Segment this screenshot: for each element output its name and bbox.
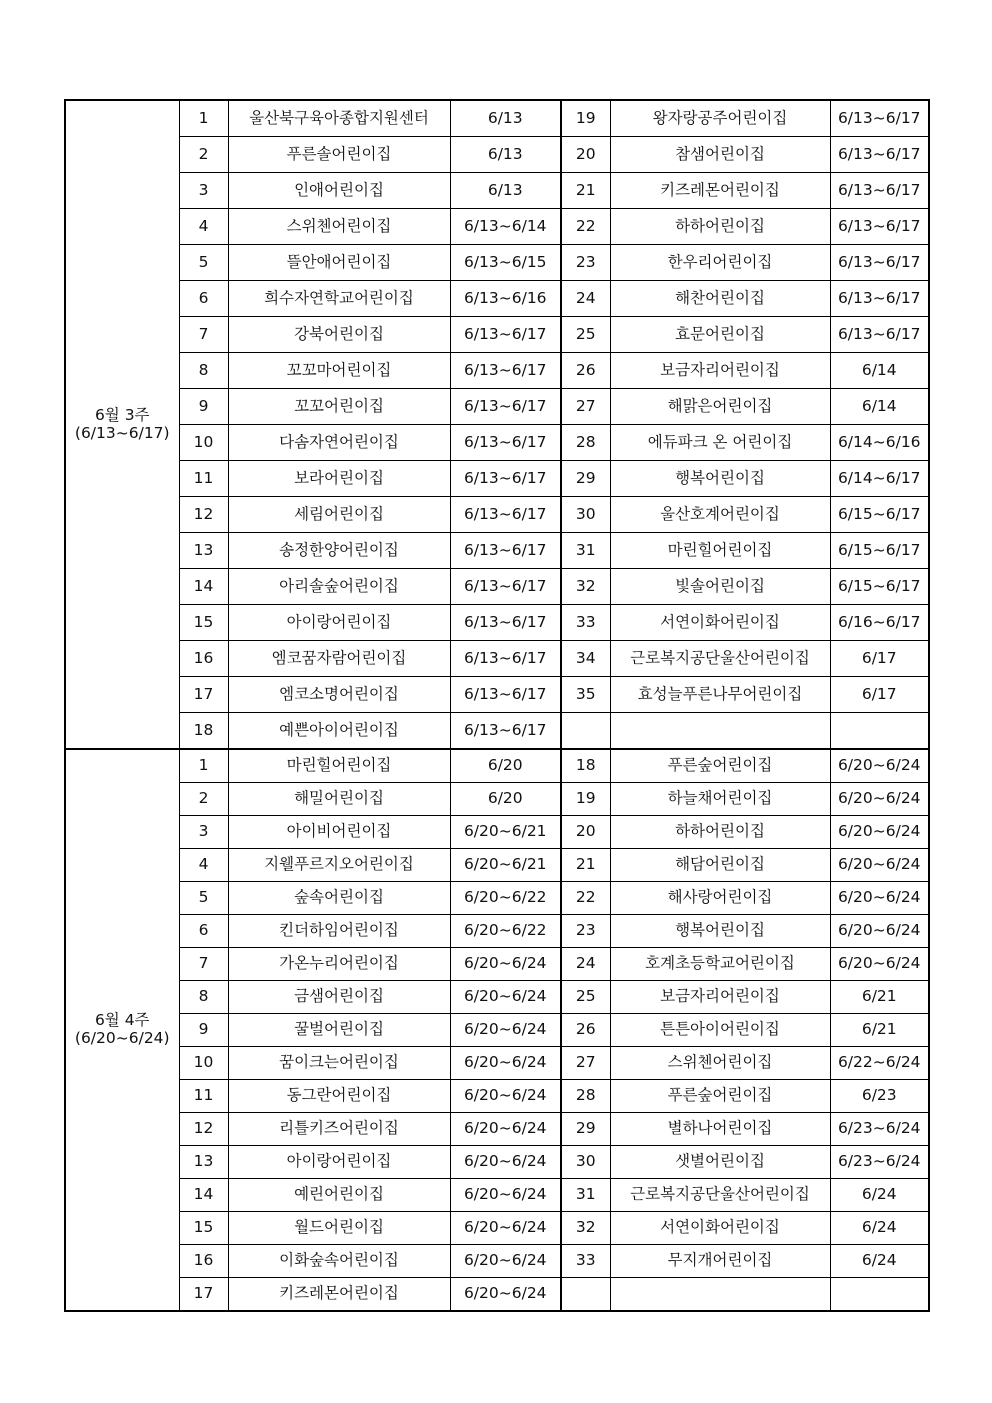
right-date-cell: 6/20~6/24 xyxy=(830,849,929,882)
left-number-cell: 3 xyxy=(179,816,228,849)
left-center-name-cell: 꼬꼬마어린이집 xyxy=(228,353,450,389)
right-date-cell: 6/21 xyxy=(830,981,929,1014)
left-date-cell: 6/13~6/17 xyxy=(450,461,561,497)
right-center-name-cell: 하하어린이집 xyxy=(610,209,830,245)
right-date-cell: 6/23 xyxy=(830,1080,929,1113)
left-number-cell: 4 xyxy=(179,209,228,245)
left-center-name-cell: 꿈이크는어린이집 xyxy=(228,1047,450,1080)
left-date-cell: 6/20~6/24 xyxy=(450,1278,561,1312)
right-center-name-cell: 참샘어린이집 xyxy=(610,137,830,173)
table-row xyxy=(65,882,929,915)
left-number-cell: 9 xyxy=(179,389,228,425)
right-date-cell: 6/13~6/17 xyxy=(830,209,929,245)
table-row xyxy=(65,1179,929,1212)
left-center-name-cell: 울산북구육아종합지원센터 xyxy=(228,100,450,137)
left-date-cell: 6/13~6/17 xyxy=(450,677,561,713)
right-date-cell: 6/20~6/24 xyxy=(830,783,929,816)
table-row xyxy=(65,1245,929,1278)
left-number-cell: 11 xyxy=(179,1080,228,1113)
right-center-name-cell: 호계초등학교어린이집 xyxy=(610,948,830,981)
right-date-cell: 6/15~6/17 xyxy=(830,569,929,605)
left-number-cell: 16 xyxy=(179,1245,228,1278)
right-date-cell: 6/21 xyxy=(830,1014,929,1047)
right-date-cell: 6/14 xyxy=(830,389,929,425)
left-date-cell: 6/13~6/17 xyxy=(450,353,561,389)
table-row xyxy=(65,1014,929,1047)
week-title: 6월 3주 xyxy=(94,405,150,424)
table-row xyxy=(65,245,929,281)
right-date-cell: 6/20~6/24 xyxy=(830,948,929,981)
right-number-cell: 29 xyxy=(561,1113,610,1146)
left-date-cell: 6/20~6/24 xyxy=(450,981,561,1014)
right-center-name-cell: 해찬어린이집 xyxy=(610,281,830,317)
right-date-cell: 6/14 xyxy=(830,353,929,389)
left-date-cell: 6/13~6/14 xyxy=(450,209,561,245)
right-center-name-cell: 마린힐어린이집 xyxy=(610,533,830,569)
left-date-cell: 6/20~6/24 xyxy=(450,1179,561,1212)
week-label xyxy=(66,407,179,443)
right-number-cell xyxy=(561,1278,610,1312)
left-center-name-cell: 보라어린이집 xyxy=(228,461,450,497)
right-number-cell: 35 xyxy=(561,677,610,713)
left-date-cell: 6/13~6/17 xyxy=(450,713,561,750)
left-center-name-cell: 예린어린이집 xyxy=(228,1179,450,1212)
schedule-table xyxy=(64,99,930,1312)
left-date-cell: 6/20 xyxy=(450,749,561,783)
table-row xyxy=(65,353,929,389)
right-date-cell: 6/15~6/17 xyxy=(830,497,929,533)
left-center-name-cell: 가온누리어린이집 xyxy=(228,948,450,981)
left-date-cell: 6/20~6/22 xyxy=(450,882,561,915)
left-number-cell: 9 xyxy=(179,1014,228,1047)
right-number-cell: 31 xyxy=(561,1179,610,1212)
right-date-cell: 6/23~6/24 xyxy=(830,1146,929,1179)
week-date-range: (6/20~6/24) xyxy=(74,1029,170,1047)
left-center-name-cell: 푸른솔어린이집 xyxy=(228,137,450,173)
right-center-name-cell: 서연이화어린이집 xyxy=(610,1212,830,1245)
left-date-cell: 6/20~6/24 xyxy=(450,1080,561,1113)
right-number-cell: 33 xyxy=(561,605,610,641)
week-label-cell xyxy=(65,100,179,749)
left-number-cell: 14 xyxy=(179,569,228,605)
table-row xyxy=(65,209,929,245)
right-date-cell: 6/16~6/17 xyxy=(830,605,929,641)
left-center-name-cell: 송정한양어린이집 xyxy=(228,533,450,569)
table-row xyxy=(65,749,929,783)
left-number-cell: 2 xyxy=(179,783,228,816)
left-date-cell: 6/20~6/24 xyxy=(450,1212,561,1245)
left-center-name-cell: 꼬꼬어린이집 xyxy=(228,389,450,425)
right-center-name-cell: 키즈레몬어린이집 xyxy=(610,173,830,209)
right-center-name-cell: 효성늘푸른나무어린이집 xyxy=(610,677,830,713)
right-center-name-cell: 하하어린이집 xyxy=(610,816,830,849)
left-center-name-cell: 다솜자연어린이집 xyxy=(228,425,450,461)
right-center-name-cell: 별하나어린이집 xyxy=(610,1113,830,1146)
left-date-cell: 6/13~6/15 xyxy=(450,245,561,281)
right-number-cell: 24 xyxy=(561,948,610,981)
left-center-name-cell: 해밀어린이집 xyxy=(228,783,450,816)
left-number-cell: 17 xyxy=(179,677,228,713)
left-number-cell: 1 xyxy=(179,100,228,137)
left-date-cell: 6/13~6/17 xyxy=(450,497,561,533)
right-center-name-cell: 빛솔어린이집 xyxy=(610,569,830,605)
right-date-cell: 6/13~6/17 xyxy=(830,281,929,317)
right-number-cell: 29 xyxy=(561,461,610,497)
right-number-cell: 27 xyxy=(561,1047,610,1080)
left-number-cell: 15 xyxy=(179,605,228,641)
left-date-cell: 6/20~6/24 xyxy=(450,1047,561,1080)
right-center-name-cell: 보금자리어린이집 xyxy=(610,981,830,1014)
right-center-name-cell: 해사랑어린이집 xyxy=(610,882,830,915)
week-label xyxy=(66,1012,179,1048)
table-row xyxy=(65,137,929,173)
left-date-cell: 6/13~6/16 xyxy=(450,281,561,317)
right-number-cell: 24 xyxy=(561,281,610,317)
right-date-cell: 6/17 xyxy=(830,641,929,677)
table-row xyxy=(65,1047,929,1080)
left-date-cell: 6/20~6/24 xyxy=(450,1113,561,1146)
left-number-cell: 18 xyxy=(179,713,228,750)
left-number-cell: 12 xyxy=(179,1113,228,1146)
right-number-cell: 22 xyxy=(561,209,610,245)
right-date-cell: 6/13~6/17 xyxy=(830,137,929,173)
table-row xyxy=(65,389,929,425)
right-center-name-cell: 푸른숲어린이집 xyxy=(610,1080,830,1113)
left-date-cell: 6/13 xyxy=(450,173,561,209)
left-number-cell: 6 xyxy=(179,915,228,948)
left-center-name-cell: 이화숲속어린이집 xyxy=(228,1245,450,1278)
right-date-cell: 6/20~6/24 xyxy=(830,915,929,948)
right-date-cell: 6/13~6/17 xyxy=(830,100,929,137)
right-number-cell: 21 xyxy=(561,173,610,209)
left-center-name-cell: 뜰안애어린이집 xyxy=(228,245,450,281)
right-number-cell: 22 xyxy=(561,882,610,915)
right-center-name-cell: 에듀파크 온 어린이집 xyxy=(610,425,830,461)
table-row xyxy=(65,425,929,461)
right-date-cell xyxy=(830,1278,929,1312)
right-number-cell: 31 xyxy=(561,533,610,569)
left-number-cell: 1 xyxy=(179,749,228,783)
table-row xyxy=(65,533,929,569)
left-center-name-cell: 아이비어린이집 xyxy=(228,816,450,849)
right-number-cell: 28 xyxy=(561,1080,610,1113)
left-date-cell: 6/13 xyxy=(450,100,561,137)
left-number-cell: 14 xyxy=(179,1179,228,1212)
table-row xyxy=(65,317,929,353)
left-number-cell: 13 xyxy=(179,1146,228,1179)
table-row xyxy=(65,915,929,948)
right-number-cell: 21 xyxy=(561,849,610,882)
table-row xyxy=(65,100,929,137)
table-row xyxy=(65,981,929,1014)
right-date-cell: 6/14~6/16 xyxy=(830,425,929,461)
left-center-name-cell: 아이랑어린이집 xyxy=(228,1146,450,1179)
right-number-cell: 33 xyxy=(561,1245,610,1278)
left-date-cell: 6/20~6/24 xyxy=(450,948,561,981)
right-center-name-cell: 한우리어린이집 xyxy=(610,245,830,281)
right-number-cell: 25 xyxy=(561,981,610,1014)
table-row xyxy=(65,281,929,317)
table-row xyxy=(65,713,929,750)
right-center-name-cell: 행복어린이집 xyxy=(610,461,830,497)
right-center-name-cell xyxy=(610,713,830,750)
left-number-cell: 13 xyxy=(179,533,228,569)
week-date-range: (6/13~6/17) xyxy=(74,423,170,442)
left-number-cell: 8 xyxy=(179,353,228,389)
left-center-name-cell: 아리솔숲어린이집 xyxy=(228,569,450,605)
right-number-cell: 27 xyxy=(561,389,610,425)
right-center-name-cell: 샛별어린이집 xyxy=(610,1146,830,1179)
right-center-name-cell: 서연이화어린이집 xyxy=(610,605,830,641)
right-center-name-cell: 근로복지공단울산어린이집 xyxy=(610,1179,830,1212)
left-number-cell: 8 xyxy=(179,981,228,1014)
right-number-cell: 28 xyxy=(561,425,610,461)
right-number-cell: 20 xyxy=(561,137,610,173)
table-row xyxy=(65,1146,929,1179)
left-center-name-cell: 킨더하임어린이집 xyxy=(228,915,450,948)
table-row xyxy=(65,173,929,209)
left-center-name-cell: 동그란어린이집 xyxy=(228,1080,450,1113)
right-date-cell: 6/13~6/17 xyxy=(830,317,929,353)
right-center-name-cell: 푸른숲어린이집 xyxy=(610,749,830,783)
table-row xyxy=(65,641,929,677)
table-row xyxy=(65,1113,929,1146)
table-row xyxy=(65,783,929,816)
right-date-cell: 6/22~6/24 xyxy=(830,1047,929,1080)
right-center-name-cell: 왕자랑공주어린이집 xyxy=(610,100,830,137)
left-center-name-cell: 지웰푸르지오어린이집 xyxy=(228,849,450,882)
week-title: 6월 4주 xyxy=(94,1011,150,1030)
left-date-cell: 6/13~6/17 xyxy=(450,605,561,641)
right-number-cell: 32 xyxy=(561,569,610,605)
left-center-name-cell: 엠코꿈자람어린이집 xyxy=(228,641,450,677)
left-date-cell: 6/20~6/21 xyxy=(450,849,561,882)
left-date-cell: 6/20~6/24 xyxy=(450,1146,561,1179)
table-row xyxy=(65,816,929,849)
right-date-cell: 6/20~6/24 xyxy=(830,882,929,915)
right-center-name-cell: 하늘채어린이집 xyxy=(610,783,830,816)
left-date-cell: 6/20~6/22 xyxy=(450,915,561,948)
left-date-cell: 6/20~6/24 xyxy=(450,1245,561,1278)
left-center-name-cell: 숲속어린이집 xyxy=(228,882,450,915)
left-date-cell: 6/13~6/17 xyxy=(450,389,561,425)
table-row xyxy=(65,605,929,641)
right-number-cell: 26 xyxy=(561,353,610,389)
left-number-cell: 4 xyxy=(179,849,228,882)
table-row xyxy=(65,461,929,497)
table-row xyxy=(65,948,929,981)
left-center-name-cell: 엠코소명어린이집 xyxy=(228,677,450,713)
left-number-cell: 10 xyxy=(179,425,228,461)
right-number-cell: 30 xyxy=(561,497,610,533)
left-center-name-cell: 월드어린이집 xyxy=(228,1212,450,1245)
left-number-cell: 6 xyxy=(179,281,228,317)
right-date-cell xyxy=(830,713,929,750)
left-number-cell: 5 xyxy=(179,882,228,915)
left-number-cell: 15 xyxy=(179,1212,228,1245)
right-number-cell: 25 xyxy=(561,317,610,353)
left-number-cell: 2 xyxy=(179,137,228,173)
left-date-cell: 6/13~6/17 xyxy=(450,533,561,569)
left-center-name-cell: 스위첸어린이집 xyxy=(228,209,450,245)
left-number-cell: 11 xyxy=(179,461,228,497)
right-center-name-cell: 튼튼아이어린이집 xyxy=(610,1014,830,1047)
left-center-name-cell: 리틀키즈어린이집 xyxy=(228,1113,450,1146)
right-date-cell: 6/24 xyxy=(830,1245,929,1278)
right-number-cell: 26 xyxy=(561,1014,610,1047)
right-number-cell: 23 xyxy=(561,915,610,948)
table-row xyxy=(65,677,929,713)
left-number-cell: 16 xyxy=(179,641,228,677)
left-date-cell: 6/13~6/17 xyxy=(450,317,561,353)
left-center-name-cell: 아이랑어린이집 xyxy=(228,605,450,641)
left-number-cell: 5 xyxy=(179,245,228,281)
left-center-name-cell: 꿀벌어린이집 xyxy=(228,1014,450,1047)
right-number-cell: 23 xyxy=(561,245,610,281)
right-date-cell: 6/24 xyxy=(830,1179,929,1212)
left-center-name-cell: 희수자연학교어린이집 xyxy=(228,281,450,317)
left-center-name-cell: 마린힐어린이집 xyxy=(228,749,450,783)
right-number-cell: 34 xyxy=(561,641,610,677)
left-center-name-cell: 키즈레몬어린이집 xyxy=(228,1278,450,1312)
left-number-cell: 10 xyxy=(179,1047,228,1080)
left-center-name-cell: 강북어린이집 xyxy=(228,317,450,353)
table-row xyxy=(65,1278,929,1312)
right-center-name-cell xyxy=(610,1278,830,1312)
week-label-cell xyxy=(65,749,179,1311)
right-center-name-cell: 울산호계어린이집 xyxy=(610,497,830,533)
right-center-name-cell: 스위첸어린이집 xyxy=(610,1047,830,1080)
right-number-cell: 30 xyxy=(561,1146,610,1179)
right-date-cell: 6/20~6/24 xyxy=(830,749,929,783)
table-row xyxy=(65,849,929,882)
right-number-cell: 20 xyxy=(561,816,610,849)
table-row xyxy=(65,497,929,533)
right-number-cell xyxy=(561,713,610,750)
right-date-cell: 6/13~6/17 xyxy=(830,245,929,281)
right-number-cell: 19 xyxy=(561,783,610,816)
left-date-cell: 6/13~6/17 xyxy=(450,641,561,677)
left-date-cell: 6/13~6/17 xyxy=(450,569,561,605)
right-date-cell: 6/13~6/17 xyxy=(830,173,929,209)
right-date-cell: 6/24 xyxy=(830,1212,929,1245)
left-date-cell: 6/20 xyxy=(450,783,561,816)
left-date-cell: 6/20~6/21 xyxy=(450,816,561,849)
left-center-name-cell: 세림어린이집 xyxy=(228,497,450,533)
right-center-name-cell: 무지개어린이집 xyxy=(610,1245,830,1278)
left-center-name-cell: 금샘어린이집 xyxy=(228,981,450,1014)
left-number-cell: 3 xyxy=(179,173,228,209)
left-number-cell: 17 xyxy=(179,1278,228,1312)
left-center-name-cell: 예쁜아이어린이집 xyxy=(228,713,450,750)
right-center-name-cell: 해맑은어린이집 xyxy=(610,389,830,425)
right-date-cell: 6/17 xyxy=(830,677,929,713)
right-center-name-cell: 효문어린이집 xyxy=(610,317,830,353)
right-date-cell: 6/20~6/24 xyxy=(830,816,929,849)
table-row xyxy=(65,569,929,605)
schedule-body xyxy=(65,100,929,1311)
right-center-name-cell: 행복어린이집 xyxy=(610,915,830,948)
right-number-cell: 32 xyxy=(561,1212,610,1245)
left-date-cell: 6/20~6/24 xyxy=(450,1014,561,1047)
left-number-cell: 7 xyxy=(179,948,228,981)
left-center-name-cell: 인애어린이집 xyxy=(228,173,450,209)
left-date-cell: 6/13 xyxy=(450,137,561,173)
right-date-cell: 6/14~6/17 xyxy=(830,461,929,497)
right-number-cell: 18 xyxy=(561,749,610,783)
right-center-name-cell: 해담어린이집 xyxy=(610,849,830,882)
right-date-cell: 6/23~6/24 xyxy=(830,1113,929,1146)
left-number-cell: 7 xyxy=(179,317,228,353)
right-date-cell: 6/15~6/17 xyxy=(830,533,929,569)
left-number-cell: 12 xyxy=(179,497,228,533)
left-date-cell: 6/13~6/17 xyxy=(450,425,561,461)
table-row xyxy=(65,1080,929,1113)
right-center-name-cell: 보금자리어린이집 xyxy=(610,353,830,389)
right-center-name-cell: 근로복지공단울산어린이집 xyxy=(610,641,830,677)
table-row xyxy=(65,1212,929,1245)
right-number-cell: 19 xyxy=(561,100,610,137)
